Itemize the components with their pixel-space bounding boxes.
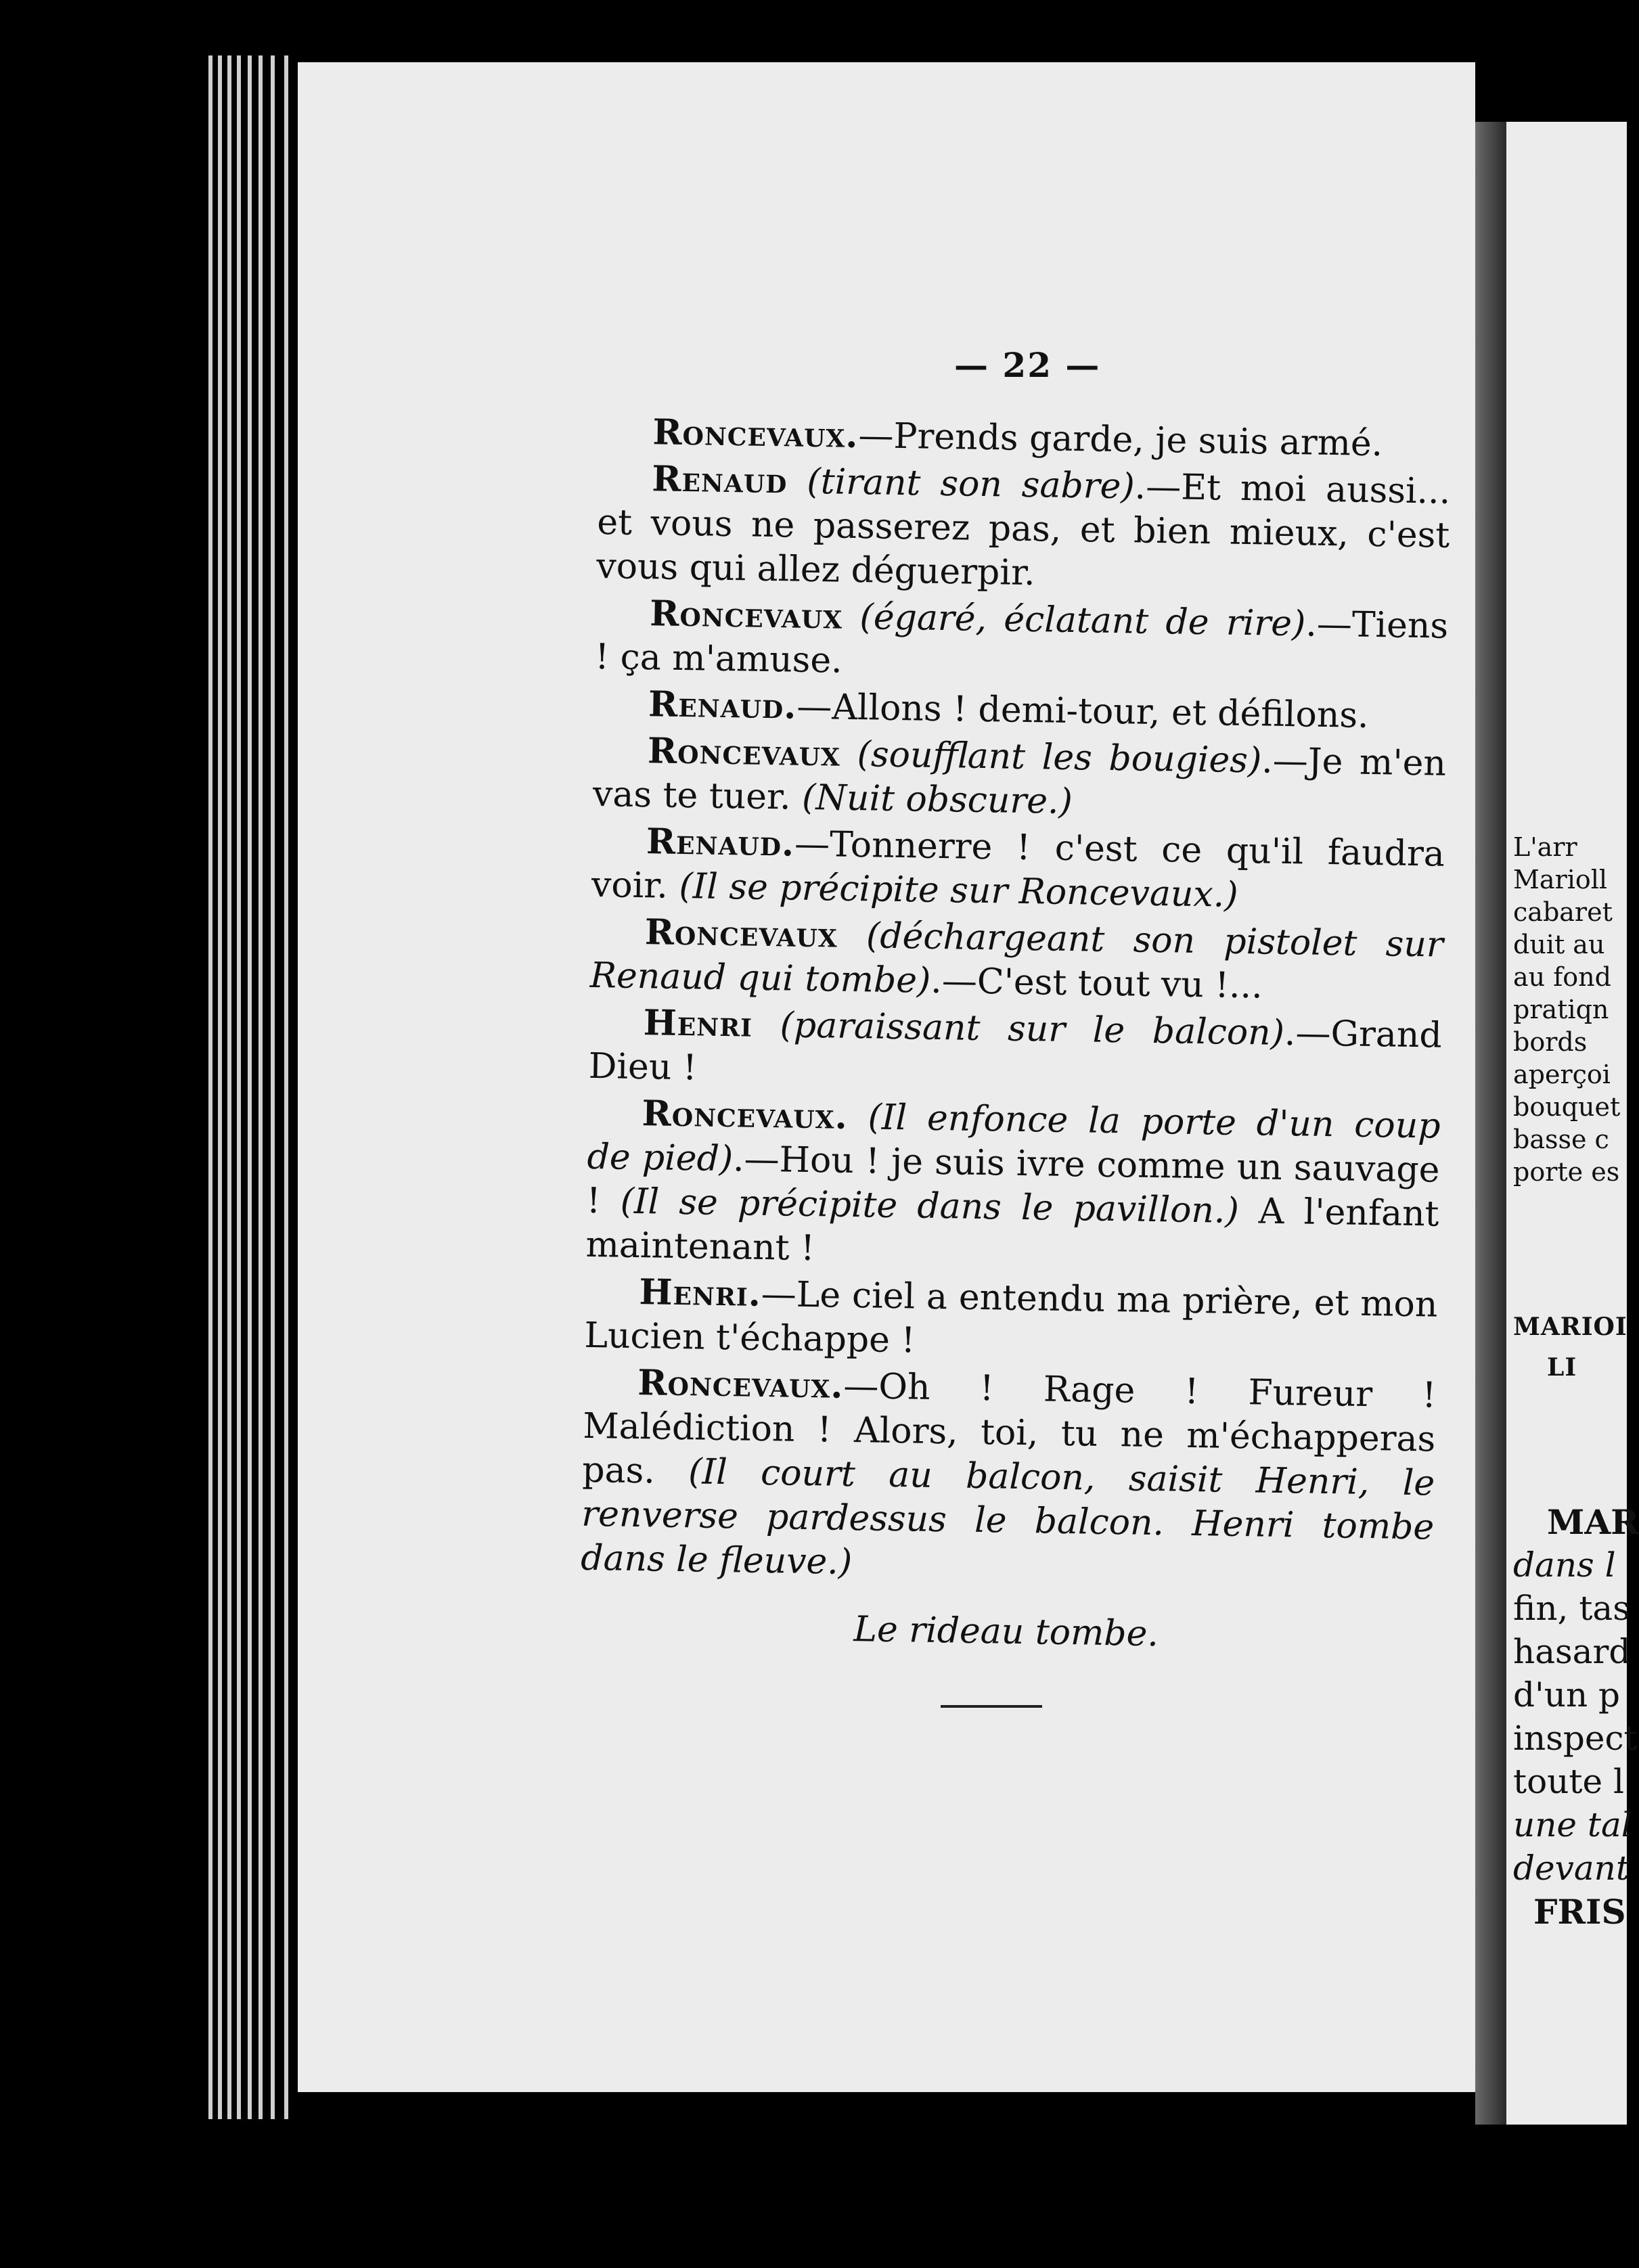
next-page-line: bouquet xyxy=(1513,1092,1621,1122)
paragraph: Renaud (tirant son sabre).—Et moi aussi... et vous ne passerez pas, et bien mieux, c'est vous qui allez déguerpir. xyxy=(596,458,1451,594)
next-page-line: dans l xyxy=(1513,1545,1616,1585)
next-page-line: pratiqn xyxy=(1513,995,1609,1024)
play-text xyxy=(579,409,1452,1663)
paragraph: Renaud.—Allons ! demi-tour, et défilons. xyxy=(648,683,1370,736)
next-page-line: toute l xyxy=(1513,1762,1624,1801)
next-page-line: cabaret xyxy=(1513,897,1613,927)
paragraph: Roncevaux.—Oh ! Rage ! Fureur ! Malédiction ! Alors, toi, tu ne m'échapperas pas. (Il court au balcon, saisit Henri, le renverse pardessus le balcon. Henri tombe dans le fleuve.) xyxy=(580,1362,1437,1583)
paragraph: Roncevaux (égaré, éclatant de rire).—Tiens ! ça m'amuse. xyxy=(594,593,1449,681)
next-page-heading: LI xyxy=(1547,1353,1577,1382)
paragraph: Roncevaux. (Il enfonce la porte d'un coup de pied).—Hou ! je suis ivre comme un sauvage ! (Il se précipite dans le pavillon.) A l'enfant maintenant ! xyxy=(585,1093,1441,1269)
next-page-line: duit au xyxy=(1513,930,1605,959)
paragraph: Henri.—Le ciel a entendu ma prière, et mon Lucien t'échappe ! xyxy=(584,1271,1438,1361)
next-page-line: hasard xyxy=(1513,1632,1631,1671)
next-page-line: FRIS xyxy=(1533,1892,1626,1932)
book-gutter xyxy=(1475,122,1506,2125)
next-page-line: MAR xyxy=(1547,1502,1639,1542)
closing-line: Le rideau tombe. xyxy=(853,1609,1159,1655)
paragraph: Roncevaux (déchargeant son pistolet sur Renaud qui tombe).—C'est tout vu !... xyxy=(589,911,1444,1007)
paragraph: Roncevaux.—Prends garde, je suis armé. xyxy=(652,411,1383,465)
next-page-line: au fond xyxy=(1513,962,1611,992)
next-page-line: d'un p xyxy=(1513,1675,1621,1715)
next-page-line: une tal xyxy=(1513,1805,1632,1844)
next-page-line: Marioll xyxy=(1513,865,1608,894)
page-number: — 22 — xyxy=(954,345,1101,385)
end-rule xyxy=(941,1705,1042,1708)
next-page-line: basse c xyxy=(1513,1125,1609,1154)
next-page-line: bords xyxy=(1513,1027,1588,1057)
next-page-line: aperçoi xyxy=(1513,1060,1611,1089)
next-page-heading: MARIOI xyxy=(1513,1313,1627,1341)
paragraph: Roncevaux (soufflant les bougies).—Je m'en vas te tuer. (Nuit obscure.) xyxy=(592,730,1447,823)
next-page-line: devant xyxy=(1513,1849,1630,1888)
next-page-line: inspect xyxy=(1513,1719,1638,1758)
next-page-line: fin, tas xyxy=(1513,1589,1630,1628)
paragraph: Renaud.—Tonnerre ! c'est ce qu'il faudra voir. (Il se précipite sur Roncevaux.) xyxy=(591,821,1445,915)
next-page-line: L'arr xyxy=(1513,832,1577,862)
next-page-line: porte es xyxy=(1513,1157,1620,1187)
next-page xyxy=(1506,122,1639,2125)
paragraph: Henri (paraissant sur le balcon).—Grand Dieu ! xyxy=(588,1002,1443,1089)
